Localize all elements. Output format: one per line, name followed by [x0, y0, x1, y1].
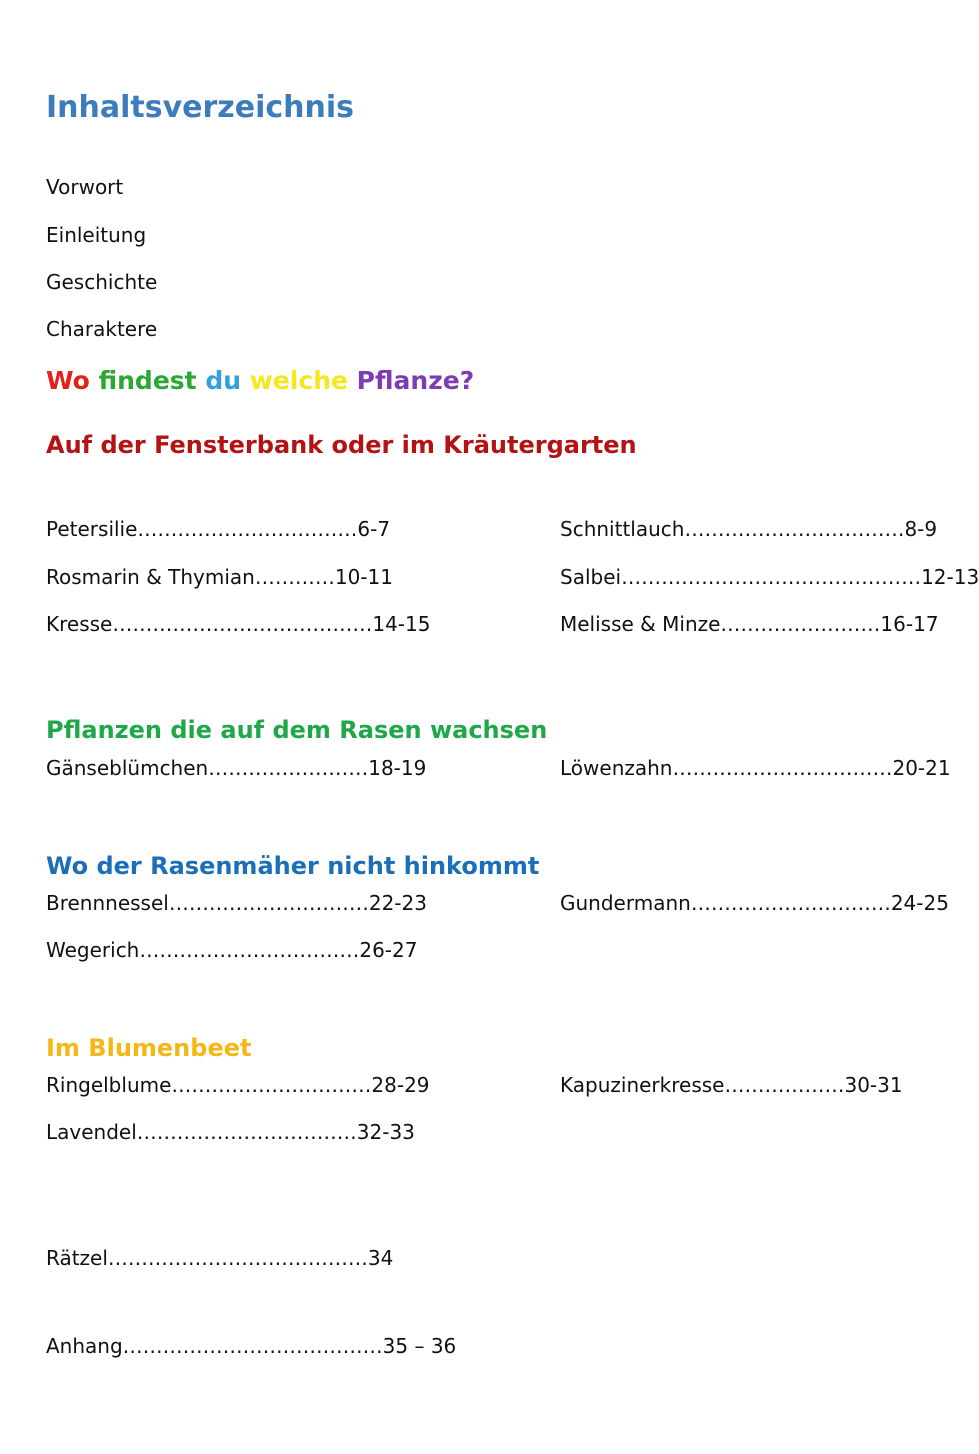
- intro-item-einleitung: Einleitung: [46, 223, 147, 247]
- toc-entry-raetzel: [46, 1246, 393, 1270]
- entry-label: Löwenzahn: [560, 756, 673, 780]
- entry-label: Schnittlauch: [560, 517, 685, 541]
- entry-label: Salbei: [560, 565, 622, 589]
- section-heading-fensterbank: Auf der Fensterbank oder im Kräutergarten: [46, 431, 637, 459]
- entry-label: Rätzel: [46, 1246, 108, 1270]
- toc-entry-lavendel: [46, 1120, 415, 1144]
- entry-dots: ………………: [724, 1073, 845, 1097]
- section-heading-blumenbeet: Im Blumenbeet: [46, 1034, 252, 1062]
- rainbow-heading: [46, 366, 474, 395]
- entry-pages: 35 – 36: [382, 1334, 457, 1358]
- toc-entry-gundermann: [560, 891, 949, 915]
- entry-label: Kresse: [46, 612, 113, 636]
- entry-pages: 16-17: [880, 612, 939, 636]
- entry-pages: 22-23: [368, 891, 427, 915]
- intro-item-charaktere: Charaktere: [46, 317, 158, 341]
- entry-pages: 28-29: [371, 1073, 430, 1097]
- entry-pages: 30-31: [844, 1073, 903, 1097]
- entry-pages: 10-11: [334, 565, 393, 589]
- entry-label: Brennnessel: [46, 891, 169, 915]
- entry-label: Ringelblume: [46, 1073, 172, 1097]
- entry-dots: ……………………………: [137, 517, 358, 541]
- entry-pages: 24-25: [890, 891, 949, 915]
- toc-entry-schnittlauch: [560, 517, 937, 541]
- toc-entry-anhang: [46, 1334, 456, 1358]
- entry-dots: …………………………………: [107, 1246, 368, 1270]
- section-heading-rasenmaeher: Wo der Rasenmäher nicht hinkommt: [46, 852, 540, 880]
- entry-pages: 12-13: [921, 565, 979, 589]
- entry-dots: ………………………………………: [621, 565, 922, 589]
- entry-label: Gänseblümchen: [46, 756, 209, 780]
- entry-dots: ……………………: [720, 612, 881, 636]
- entry-dots: …………………………: [171, 1073, 372, 1097]
- entry-pages: 14-15: [372, 612, 431, 636]
- entry-dots: ……………………………: [139, 938, 360, 962]
- entry-label: Kapuzinerkresse: [560, 1073, 725, 1097]
- toc-entry-rosmarin-thymian: [46, 565, 393, 589]
- entry-label: Anhang: [46, 1334, 123, 1358]
- toc-entry-ringelblume: [46, 1073, 430, 1097]
- entry-dots: ……………………………: [136, 1120, 357, 1144]
- toc-entry-wegerich: [46, 938, 417, 962]
- toc-entry-kapuzinerkresse: [560, 1073, 903, 1097]
- toc-entry-kresse: [46, 612, 430, 636]
- rainbow-word: du: [205, 366, 242, 395]
- entry-pages: 32-33: [356, 1120, 415, 1144]
- entry-dots: …………………………: [168, 891, 369, 915]
- page-title: Inhaltsverzeichnis: [46, 90, 355, 125]
- entry-dots: …………………………………: [112, 612, 373, 636]
- entry-label: Melisse & Minze: [560, 612, 721, 636]
- entry-dots: ……………………: [208, 756, 369, 780]
- section-heading-rasen: Pflanzen die auf dem Rasen wachsen: [46, 716, 548, 744]
- entry-dots: ……………………………: [672, 756, 893, 780]
- entry-label: Lavendel: [46, 1120, 137, 1144]
- toc-entry-loewenzahn: [560, 756, 951, 780]
- intro-item-vorwort: Vorwort: [46, 175, 124, 199]
- entry-dots: ……………………………: [684, 517, 905, 541]
- entry-pages: 20-21: [892, 756, 951, 780]
- intro-item-geschichte: Geschichte: [46, 270, 158, 294]
- entry-label: Petersilie: [46, 517, 138, 541]
- entry-dots: …………………………: [690, 891, 891, 915]
- entry-label: Gundermann: [560, 891, 691, 915]
- entry-dots: …………………………………: [122, 1334, 383, 1358]
- rainbow-word: Wo: [46, 366, 90, 395]
- entry-pages: 8-9: [904, 517, 938, 541]
- toc-entry-petersilie: [46, 517, 390, 541]
- entry-label: Rosmarin & Thymian: [46, 565, 255, 589]
- entry-pages: 26-27: [359, 938, 418, 962]
- toc-entry-brennnessel: [46, 891, 427, 915]
- entry-pages: 18-19: [368, 756, 427, 780]
- toc-entry-gaenseblümchen: [46, 756, 426, 780]
- toc-entry-melisse-minze: [560, 612, 939, 636]
- rainbow-word: findest: [98, 366, 197, 395]
- entry-label: Wegerich: [46, 938, 140, 962]
- entry-dots: …………: [254, 565, 335, 589]
- toc-entry-salbei: [560, 565, 979, 589]
- rainbow-word: welche: [249, 366, 348, 395]
- entry-pages: 34: [367, 1246, 394, 1270]
- entry-pages: 6-7: [357, 517, 391, 541]
- rainbow-word: Pflanze?: [356, 366, 475, 395]
